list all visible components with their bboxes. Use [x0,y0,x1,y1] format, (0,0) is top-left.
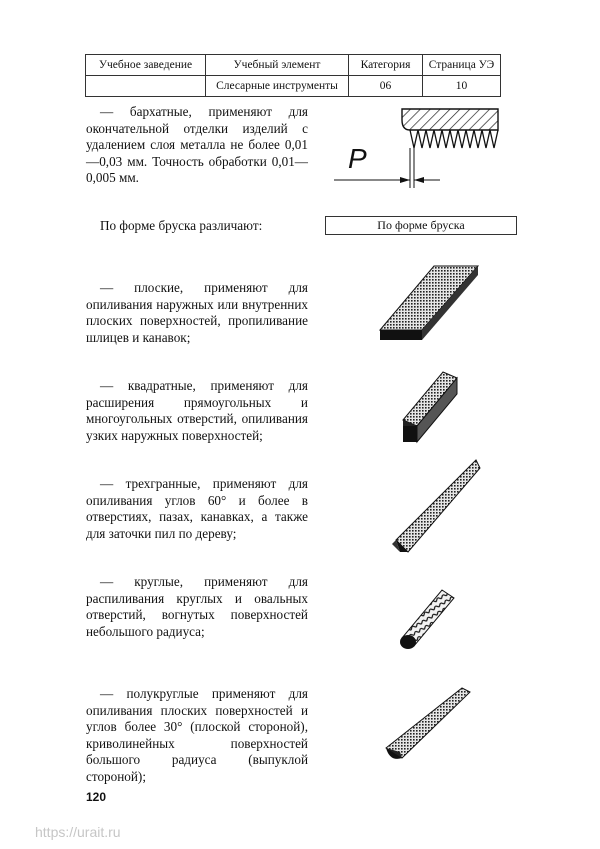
paragraph-round: — круглые, применяют для распиливания круглых и овальных отверстий, вогнутых поверхностей небольшого радиуса; [86,574,308,639]
paragraph-velvet: — бархатные, применяют для окончательной отделки изделий с удалением слоя металла не более 0,01—0,03 мм. Точность обработки 0,01—0,005 мм. [86,104,308,186]
value-cell-category: 06 [349,76,423,97]
value-cell-institution [86,76,206,97]
pitch-label-p: P [348,143,367,174]
triangular-file-icon [388,452,488,557]
arrow-left-head [400,177,410,183]
header-cell-category: Категория [349,55,423,76]
value-cell-page: 10 [423,76,501,97]
header-table [85,54,501,97]
header-cell-element: Учебный элемент [206,55,349,76]
half-round-file-icon [380,682,485,767]
flat-file-icon [372,258,487,348]
shape-box: По форме бруска [325,216,517,235]
header-cell-institution: Учебное заведение [86,55,206,76]
header-row [86,55,501,76]
value-cell-element: Слесарные инструменты [206,76,349,97]
value-row [86,76,501,97]
arrow-right-head [414,177,424,183]
paragraph-triangular: — трехгранные, применяют для опиливания углов 60° и более в отверстиях, пазах, канавках, а также для заточки пил по дереву; [86,476,308,541]
paragraph-flat: — плоские, применяют для опиливания наружных или внутренних плоских поверхностей, пропиливание шлицев и канавок; [86,280,308,345]
header-cell-page: Страница УЭ [423,55,501,76]
page-number: 120 [86,790,107,804]
watermark: https://urait.ru [35,824,121,840]
tooth-body [402,109,498,130]
tooth-profile-figure [330,100,510,200]
paragraph-half-round: — полукруглые применяют для опиливания плоских поверхностей и углов более 30° (плоской стороной), криволинейных поверхностей большого радиуса (выпуклой стороной); [86,686,308,784]
tooth-edge [410,130,498,148]
square-file-icon [395,368,475,448]
round-file-icon [396,580,466,655]
paragraph-shape-intro: По форме бруска различают: [100,218,263,233]
paragraph-square: — квадратные, применяют для расширения прямоугольных и многоугольных отверстий, опиливания узких наружных поверхностей; [86,378,308,443]
